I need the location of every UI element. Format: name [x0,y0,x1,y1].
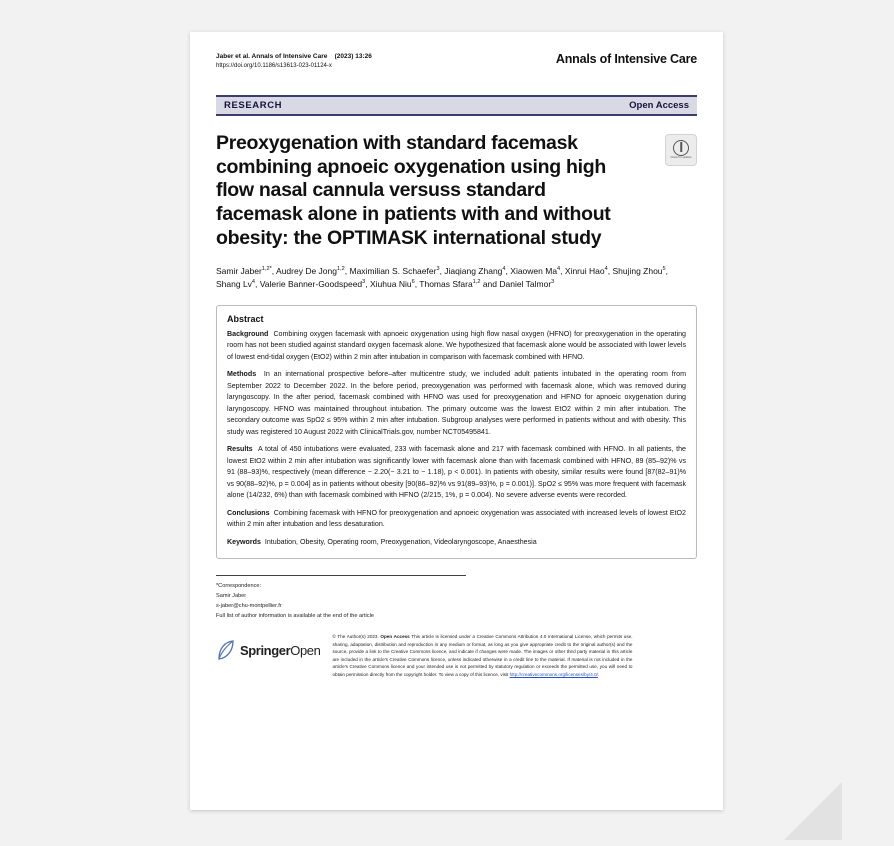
paper-page [190,32,723,810]
correspondence-label: *Correspondence: [216,583,262,590]
abstract-text-background: Combining oxygen facemask with apnoeic oxygenation using high flow nasal oxygen (HFNO) for preoxygenation in the operating room has not been studied against standard oxygen facemask alone. We hypothesized that facemask alone would be associated with lower levels of lowest end-tidal oxygen (EtO2) within 2 min after intubation in comparison with facemask combined with HFNO. [227,330,686,361]
abstract-section-methods [227,369,686,438]
correspondence-divider [216,575,466,576]
license-end: . [597,671,600,677]
abstract-box [216,305,697,559]
abstract-text-conclusions: Combining facemask with HFNO for preoxygenation and apnoeic oxygenation was associated with increased levels of lowest EtO2 within 2 min after intubation and less desaturation. [227,508,686,529]
license-body: This article is licensed under a Creative Commons Attribution 4.0 International License, which permits use, sharing, adaptation, distribution and reproduction in any medium or format, as long as you give appropriate credit to the original author(s) and the source, provide a link to the Creative Commons licence, and indicate if changes were made. The images or other third party material in this article are included in the article's Creative Commons licence, unless indicated otherwise in a credit line to the material. If material is not included in the article's Creative Commons licence and your intended use is not permitted by statutory regulation or exceeds the permitted use, you will need to obtain permission directly from the copyright holder. To view a copy of this licence, visit [332,634,633,677]
abstract-label-results: Results [227,445,253,454]
springer-name: Springer [240,642,291,658]
crossmark-label: Check for updates [670,155,692,159]
correspondence-name: Samir Jaber [216,593,247,600]
title-row [216,132,697,251]
abstract-section-background [227,329,686,363]
springer-open: Open [290,642,321,658]
abstract-label-conclusions: Conclusions [227,508,270,517]
correspondence-note: Full list of author information is available at the end of the article [216,612,374,619]
header-citation-text: Jaber et al. Annals of Intensive Care [216,53,328,60]
springer-wordmark [240,643,320,658]
page-header [216,52,697,81]
author-list: Samir Jaber$^{1,2*}$, Audrey De Jong$^{1,2}$, Maximilian S. Schaefer$^3$, Jiaqiang Zhang$^4$, Xiaowen Ma$^4$, Xinrui Hao$^4$, Shujing Zhou$^5$, Shang Lv$^4$, Valerie Banner-Goodspeed$^3$, Xiuhua Niu$^6$, Thomas Sfara$^{1,2}$ and Daniel Talmor$^3$ [216,265,669,289]
abstract-text-keywords: Intubation, Obesity, Operating room, Preoxygenation, Videolaryngoscope, Anaesthesia [264,537,537,546]
header-citation-block [216,52,372,71]
page-footer [216,633,697,678]
crossmark-circle-icon [673,140,689,156]
abstract-heading: Abstract [227,314,264,324]
header-citation-year: (2023) 13:26 [334,53,372,60]
springer-open-logo[interactable] [216,639,320,661]
article-type-label: RESEARCH [224,99,283,111]
header-doi[interactable]: https://doi.org/10.1186/s13613-023-01124-x [216,62,332,69]
abstract-section-keywords [227,537,686,548]
abstract-label-keywords: Keywords [227,537,261,546]
correspondence-email[interactable]: s-jaber@chu-montpellier.fr [216,602,282,609]
article-type-bar [216,95,697,116]
abstract-text-results: A total of 450 intubations were evaluated, 233 with facemask alone and 217 with facemask combined with HFNO. In all patients, the lowest EtO2 within 2 min after intubation was significantly lower with facemask alone than with facemask combined with HFNO, 89 (85–92)% vs 91 (88–93)%, respectively (mean difference − 2.20(− 3.21 to − 1.18), p < 0.001). In patients with obesity, similar results were found [87(82–91)% vs 90(88–92)%, p = 0.004] as in patients without obesity [90(86–92)% vs 91(89–93)%, p = 0.001)]. SpO2 ≤ 95% was more frequent with facemask alone (14/232, 6%) than with facemask combined with HFNO (2/215, 1%, p = 0.004). No severe adverse events were recorded. [227,445,686,500]
correspondence-block [216,582,697,621]
license-link[interactable]: http://creativecommons.org/licenses/by/4.0/ [509,671,598,677]
header-citation [216,52,372,62]
abstract-label-methods: Methods [227,370,257,379]
abstract-section-conclusions [227,508,686,531]
license-open-access: Open Access [380,634,410,640]
abstract-section-results [227,444,686,501]
springer-leaf-icon [216,639,236,661]
journal-name: Annals of Intensive Care [555,52,697,66]
license-copyright: © The Author(s) 2023. [332,634,379,640]
crossmark-icon[interactable] [665,134,697,166]
abstract-label-background: Background [227,330,269,338]
page-title: Preoxygenation with standard facemask combining apnoeic oxygenation using high flow nasal cannula versuss standard facemask alone in patients with and without obesity: the OPTIMASK international study [216,131,611,249]
license-text-block [332,633,632,678]
open-access-label: Open Access [629,99,689,111]
abstract-text-methods: In an international prospective before–after multicentre study, we included adult patients intubated in the operating room from September 2022 to December 2022. In the before period, preoxygenation was performed with facemask alone, which was removed during laryngoscopy. In the after period, facemask combined with HFNO was used for preoxygenation and HFNO for apnoeic oxygenation during laryngoscopy. HFNO was maintained throughout intubation. The primary outcome was the lowest EtO2 within 2 min after intubation. The secondary outcome was SpO2 ≤ 95% within 2 min after intubation. Subgroup analyses were performed in patients without and with obesity. This study was registered 10 August 2022 with ClinicalTrials.gov, number NCT05495841. [227,370,686,436]
page-fold-decoration [784,782,842,840]
